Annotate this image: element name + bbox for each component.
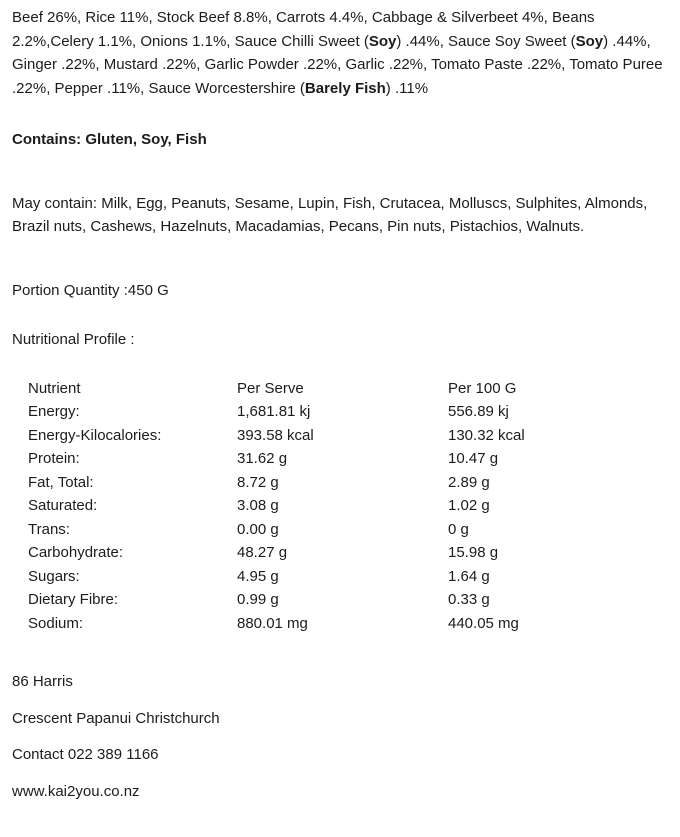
per-serve-value-cell: 8.72 g (237, 473, 279, 491)
nutrition-table-row (28, 400, 648, 424)
ingredient-text: ) .44%, Sauce Soy Sweet ( (396, 32, 576, 50)
nutrition-table-row (28, 494, 648, 518)
nutrient-name-cell: Saturated: (28, 497, 98, 514)
nutrient-name-cell: Energy-Kilocalories: (28, 426, 162, 444)
per-serve-value-cell: 4.95 g (237, 567, 279, 585)
contains-statement: Contains: Gluten, Soy, Fish (12, 131, 207, 148)
nutrition-table-row (28, 424, 648, 448)
per-100g-value-cell: 10.47 g (448, 450, 499, 467)
nutrition-table (28, 377, 648, 636)
per-100g-value-cell: 0.33 g (448, 591, 490, 608)
per-100g-value-cell: 1.64 g (448, 567, 490, 585)
ingredient-text: ) .11% (385, 79, 429, 97)
per-serve-value-cell: 0.99 g (237, 591, 279, 608)
nutrient-name-cell: Trans: (28, 520, 70, 538)
ingredient-text: Beef 26%, Rice 11%, Stock Beef 8.8%, Carrots 4.4%, Cabbage & Silverbeet 4%, Beans 2.2%,Celery 1.1%, Onions 1.1%, Sauce Chilli Sweet ( (12, 9, 595, 50)
per-serve-value-cell: 393.58 kcal (237, 426, 314, 444)
contact-phone: Contact 022 389 1166 (12, 746, 159, 763)
nutrition-table-row (28, 518, 648, 542)
per-serve-value-cell: 1,681.81 kj (237, 403, 311, 420)
column-header-per-serve: Per Serve (237, 379, 304, 397)
address-line-2: Crescent Papanui Christchurch (12, 709, 220, 727)
ingredients-paragraph (12, 6, 668, 100)
nutrition-table-row (28, 447, 648, 471)
ingredient-allergen-emphasis: Soy (575, 32, 604, 50)
per-serve-value-cell: 0.00 g (237, 520, 279, 538)
per-serve-value-cell: 48.27 g (237, 544, 288, 561)
nutrient-name-cell: Dietary Fibre: (28, 591, 119, 608)
nutrient-name-cell: Sugars: (28, 567, 80, 585)
per-serve-value-cell: 31.62 g (237, 450, 288, 467)
nutrition-table-row (28, 471, 648, 495)
per-100g-value-cell: 1.02 g (448, 497, 490, 514)
nutrient-name-cell: Protein: (28, 450, 80, 467)
nutrition-table-row (28, 588, 648, 612)
per-100g-value-cell: 130.32 kcal (448, 426, 525, 444)
may-contain-statement: May contain: Milk, Egg, Peanuts, Sesame, Lupin, Fish, Crutacea, Molluscs, Sulphites, Almonds, Brazil nuts, Cashews, Hazelnuts, Macadamias, Pecans, Pin nuts, Pistachios, Walnuts. (12, 194, 648, 235)
per-100g-value-cell: 15.98 g (448, 544, 499, 561)
ingredient-allergen-emphasis: Barely Fish (304, 79, 386, 97)
nutrient-name-cell: Fat, Total: (28, 473, 94, 491)
nutritional-profile-heading: Nutritional Profile : (12, 331, 135, 348)
nutrition-table-header-row (28, 377, 648, 401)
nutrient-name-cell: Energy: (28, 403, 80, 420)
per-serve-value-cell: 3.08 g (237, 497, 279, 514)
per-100g-value-cell: 0 g (448, 520, 469, 538)
nutrient-name-cell: Carbohydrate: (28, 544, 124, 561)
nutrition-table-body (28, 400, 648, 635)
ingredient-allergen-emphasis: Soy (368, 32, 397, 50)
nutrition-table-row (28, 612, 648, 636)
nutrition-table-row (28, 541, 648, 565)
column-header-nutrient: Nutrient (28, 379, 81, 397)
per-100g-value-cell: 2.89 g (448, 473, 490, 491)
ingredient-text: ) .44%, Ginger .22%, Mustard .22%, Garlic Powder .22%, Garlic .22%, Tomato Paste .22%, Tomato Puree .22%, Pepper .11%, Sauce Worcestershire ( (12, 32, 663, 97)
column-header-per-100g: Per 100 G (448, 379, 517, 397)
nutrient-name-cell: Sodium: (28, 614, 84, 632)
nutrition-table-row (28, 565, 648, 589)
per-100g-value-cell: 440.05 mg (448, 614, 519, 632)
per-serve-value-cell: 880.01 mg (237, 614, 308, 632)
portion-quantity: Portion Quantity :450 G (12, 281, 169, 299)
website-url: www.kai2you.co.nz (12, 782, 140, 800)
address-line-1: 86 Harris (12, 673, 73, 690)
per-100g-value-cell: 556.89 kj (448, 403, 509, 420)
